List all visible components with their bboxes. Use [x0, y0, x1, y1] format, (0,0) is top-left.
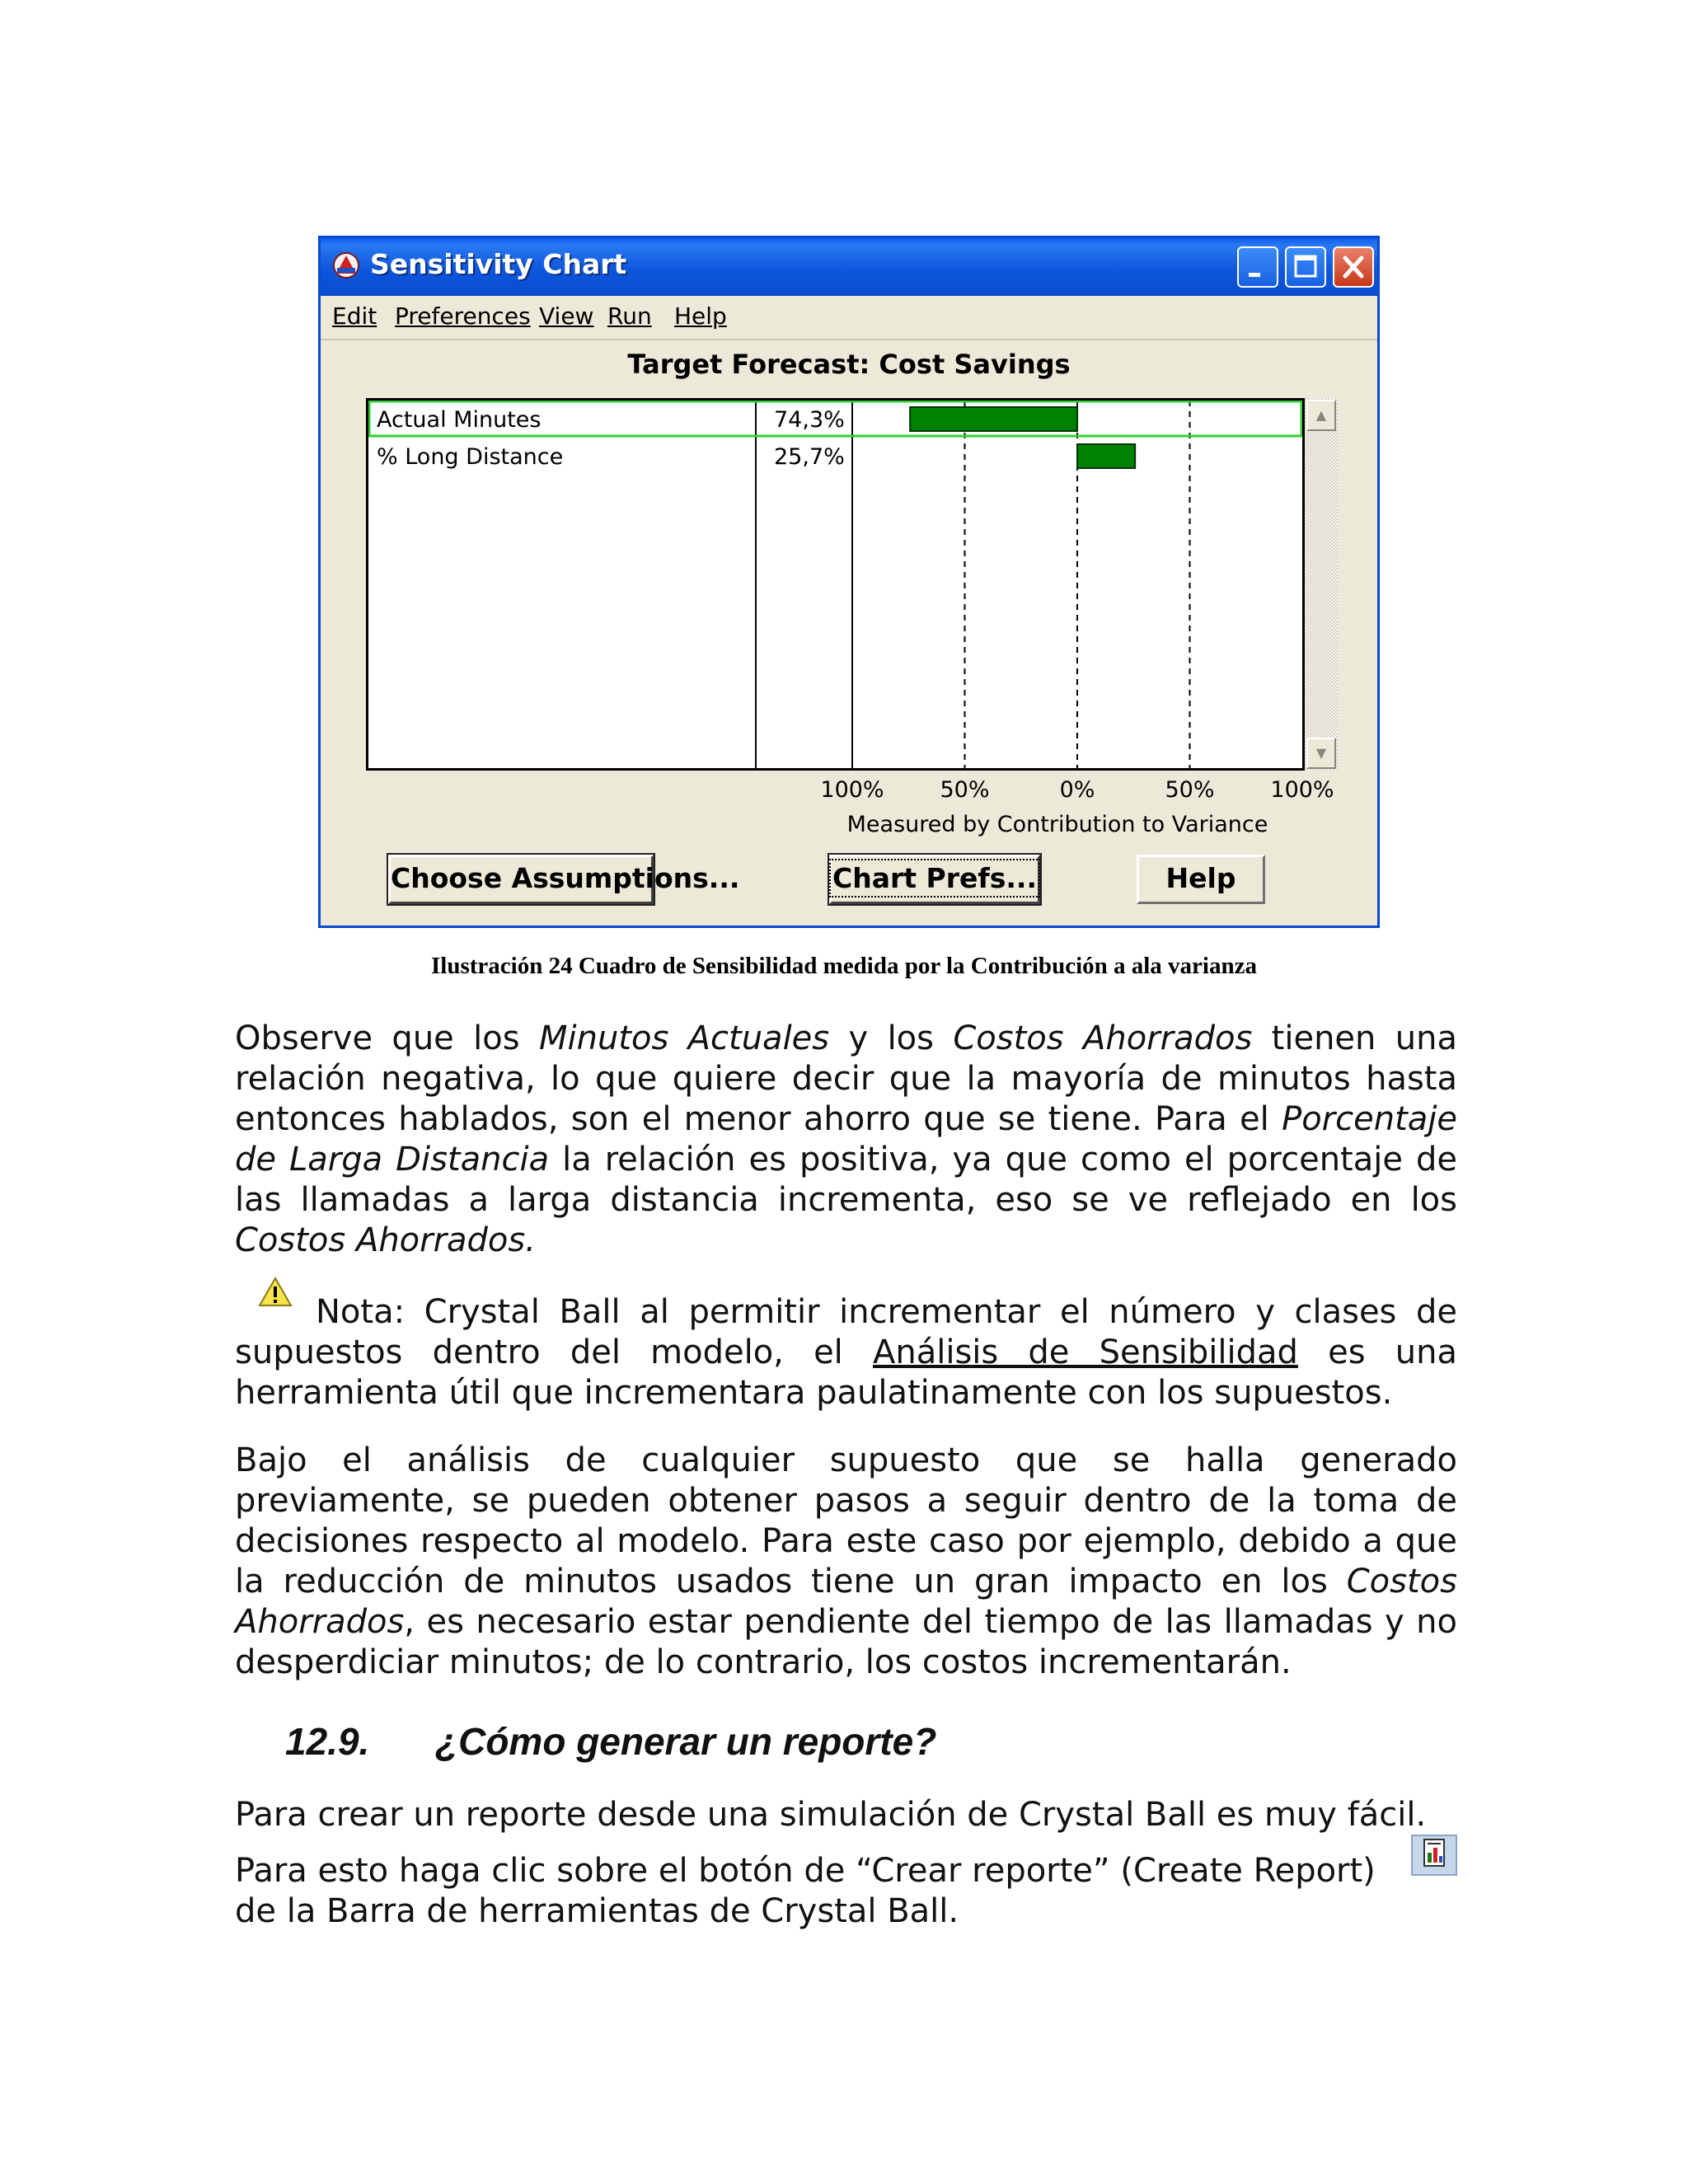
x-tick-label: 100%	[1270, 777, 1334, 803]
text-line: relación negativa, lo que quiere decir que la mayoría de minutos hasta	[235, 1060, 1457, 1098]
scroll-down-button[interactable]	[1306, 738, 1336, 769]
text-line: entonces hablados, son el menor ahorro que se tiene. Para el Porcentaje	[235, 1100, 1457, 1138]
x-tick-label: 0%	[1059, 777, 1095, 803]
chart-prefs-label: Chart Prefs...	[832, 862, 1037, 894]
close-button[interactable]	[1333, 246, 1374, 288]
text-line: Bajo el análisis de cualquier supuesto que se halla generado	[235, 1441, 1457, 1479]
x-tick-label: 100%	[820, 777, 884, 803]
close-icon	[1334, 248, 1372, 286]
text-line: Nota: Crystal Ball al permitir incrementar el número y clases de	[316, 1293, 1457, 1331]
window-title: Sensitivity Chart	[370, 248, 627, 280]
text-line: de Larga Distancia la relación es positiva, ya que como el porcentaje de	[235, 1141, 1457, 1179]
create-report-icon	[1411, 1835, 1457, 1876]
text-line: Costos Ahorrados.	[235, 1221, 536, 1259]
maximize-button[interactable]	[1285, 246, 1326, 288]
paragraph-1	[235, 1019, 1457, 1261]
contribution-value: 74,3%	[774, 407, 845, 433]
menu-edit[interactable]: Edit	[332, 302, 377, 330]
crystal-ball-app-icon	[332, 251, 360, 279]
arrow-up-icon: ▲	[1315, 407, 1327, 423]
variable-label: Actual Minutes	[377, 407, 542, 433]
contribution-bar	[910, 407, 1077, 431]
paragraph-5	[235, 1851, 1457, 1932]
text-line: desperdiciar minutos; de lo contrario, los costos incrementarán.	[235, 1643, 1292, 1681]
paragraph-4	[235, 1795, 1457, 1835]
text-line: la reducción de minutos usados tiene un gran impacto en los Costos	[235, 1563, 1457, 1601]
variable-label: % Long Distance	[377, 444, 564, 470]
minimize-icon	[1239, 248, 1277, 286]
x-tick-label: 50%	[940, 777, 990, 803]
text-line: Para crear un reporte desde una simulación de Crystal Ball es muy fácil.	[235, 1796, 1427, 1834]
paragraph-note	[235, 1292, 1457, 1413]
chart-canvas	[368, 401, 1302, 768]
text-line: Ahorrados, es necesario estar pendiente del tiempo de las llamadas y no	[235, 1603, 1457, 1641]
x-axis-title: Measured by Contribution to Variance	[846, 812, 1268, 837]
paragraph-3	[235, 1441, 1457, 1683]
section-title: ¿Cómo generar un reporte?	[435, 1720, 937, 1763]
contribution-bar	[1077, 444, 1135, 468]
vertical-scrollbar[interactable]	[1305, 398, 1338, 771]
text-line: Observe que los Minutos Actuales y los Costos Ahorrados tienen una	[235, 1019, 1457, 1057]
chart-prefs-button[interactable]	[829, 855, 1040, 904]
maximize-icon	[1287, 248, 1325, 286]
section-number: 12.9.	[285, 1720, 370, 1763]
sensitivity-chart-window	[318, 236, 1380, 928]
menu-view[interactable]: View	[539, 302, 594, 330]
x-tick-label: 50%	[1165, 777, 1215, 803]
contribution-value: 25,7%	[774, 444, 845, 470]
chart-title: Target Forecast: Cost Savings	[627, 349, 1071, 380]
figure-caption: Ilustración 24 Cuadro de Sensibilidad medida por la Contribución a ala varianza	[430, 953, 1257, 979]
text-line: previamente, se pueden obtener pasos a seguir dentro de la toma de	[235, 1482, 1457, 1520]
sensitivity-chart	[366, 398, 1305, 771]
choose-assumptions-button[interactable]: Choose Assumptions...	[388, 855, 654, 904]
text-line: supuestos dentro del modelo, el Análisis de Sensibilidad es una	[235, 1333, 1457, 1371]
arrow-down-icon: ▼	[1315, 745, 1327, 761]
menu-run[interactable]: Run	[607, 302, 652, 330]
help-button[interactable]: Help	[1137, 855, 1265, 904]
text-line: Para esto haga clic sobre el botón de “Crear reporte” (Create Report)	[235, 1852, 1376, 1890]
scroll-up-button[interactable]	[1306, 400, 1336, 431]
text-line: herramienta útil que incrementara paulatinamente con los supuestos.	[235, 1374, 1393, 1412]
menu-bar	[321, 296, 1377, 340]
menu-help[interactable]: Help	[674, 302, 727, 330]
text-line: las llamadas a larga distancia incrementa, eso se ve reflejado en los	[235, 1181, 1457, 1219]
text-line: de la Barra de herramientas de Crystal Ball.	[235, 1892, 959, 1930]
menu-preferences[interactable]: Preferences	[395, 302, 531, 330]
text-line: decisiones respecto al modelo. Para este caso por ejemplo, debido a que	[235, 1522, 1457, 1560]
title-bar[interactable]	[321, 238, 1377, 296]
minimize-button[interactable]	[1237, 246, 1278, 288]
